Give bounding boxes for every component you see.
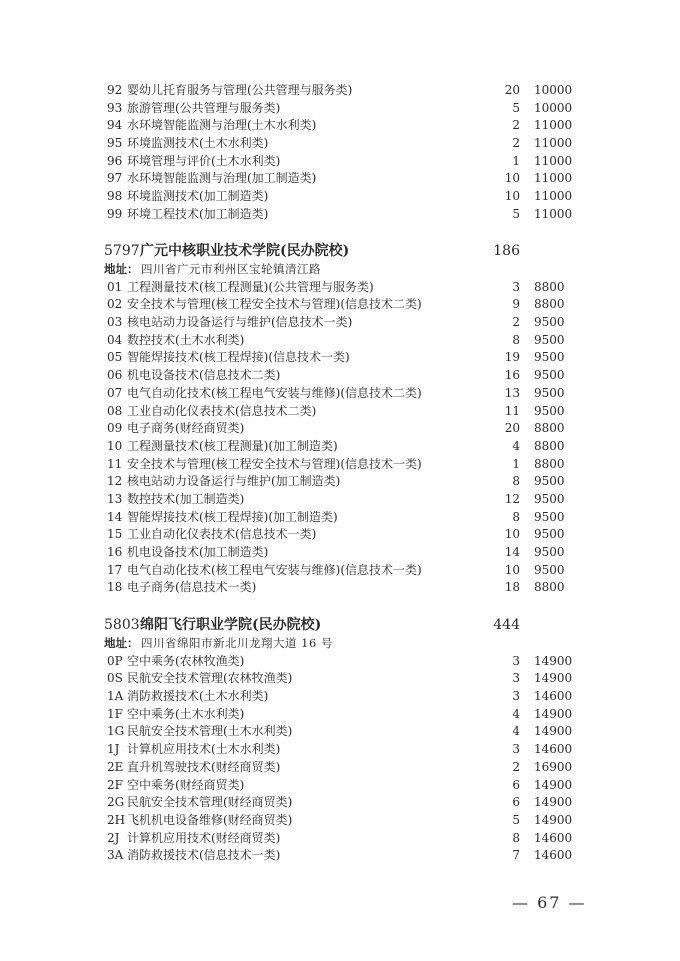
enrollment-count: 3: [512, 653, 520, 668]
enrollment-count: 4: [512, 706, 520, 721]
enrollment-count: 4: [512, 438, 520, 453]
major-code: 0P: [107, 653, 123, 668]
table-row: [0, 473, 680, 491]
table-row: [0, 509, 680, 527]
table-row: [0, 332, 680, 350]
tuition-fee: 9500: [534, 474, 565, 489]
table-row: [0, 741, 680, 759]
enrollment-count: 10: [504, 527, 520, 542]
tuition-fee: 14900: [534, 671, 573, 686]
major-code: 13: [107, 491, 123, 506]
enrollment-count: 5: [512, 206, 520, 221]
enrollment-count: 10: [504, 171, 520, 186]
tuition-fee: 14600: [534, 830, 573, 845]
table-row: [0, 279, 680, 297]
tuition-fee: 11000: [534, 189, 573, 204]
tuition-fee: 14900: [534, 795, 573, 810]
tuition-fee: 14900: [534, 706, 573, 721]
table-row: [0, 367, 680, 385]
table-row: [0, 812, 680, 830]
table-row: [0, 403, 680, 421]
tuition-fee: 9500: [534, 562, 565, 577]
major-name: 环境管理与评价(土木水利类): [127, 153, 281, 168]
school-total: 444: [493, 617, 520, 633]
address-value: 四川省绵阳市新北川龙翔大道 16 号: [141, 636, 333, 650]
major-name: 婴幼儿托育服务与管理(公共管理与服务类): [127, 83, 353, 97]
table-row: [0, 206, 680, 224]
major-code: 04: [107, 332, 123, 347]
major-code: 94: [107, 118, 123, 133]
major-code: 99: [107, 206, 123, 221]
table-row: [0, 830, 680, 848]
school-name: 绵阳飞行职业学院(民办院校): [140, 617, 322, 633]
major-code: 03: [107, 315, 123, 330]
table-row: [0, 117, 680, 135]
section-school-5803: [0, 616, 680, 865]
tuition-fee: 9500: [534, 491, 565, 506]
major-name: 工业自动化仪表技术(信息技术一类): [127, 527, 317, 542]
school-code: 5803: [104, 617, 140, 633]
major-code: 1F: [107, 706, 123, 721]
major-code: 2F: [107, 777, 123, 792]
school-total: 186: [493, 243, 520, 259]
major-code: 14: [107, 509, 123, 524]
school-code: 5797: [104, 243, 140, 259]
major-code: 1A: [107, 689, 124, 704]
major-name: 核电站动力设备运行与维护(加工制造类): [127, 474, 341, 489]
major-code: 17: [107, 562, 123, 577]
major-name: 安全技术与管理(核工程安全技术与管理)(信息技术二类): [127, 297, 422, 312]
major-code: 16: [107, 545, 123, 559]
major-code: 18: [107, 580, 123, 595]
table-row: [0, 759, 680, 777]
enrollment-count: 3: [512, 279, 520, 294]
table-row: [0, 526, 680, 544]
table-row: [0, 296, 680, 314]
major-name: 民航安全技术管理(财经商贸类): [127, 795, 293, 810]
major-name: 机电设备技术(信息技术二类): [127, 368, 281, 383]
tuition-fee: 8800: [534, 456, 565, 471]
enrollment-count: 4: [512, 724, 520, 739]
table-row: [0, 688, 680, 706]
enrollment-count: 3: [512, 742, 520, 757]
section-school-5797: [0, 242, 680, 597]
major-code: 92: [107, 83, 123, 97]
enrollment-count: 2: [512, 136, 520, 151]
major-name: 旅游管理(公共管理与服务类): [127, 100, 281, 115]
table-row: [0, 777, 680, 795]
table-row: [0, 723, 680, 741]
tuition-fee: 11000: [534, 206, 573, 221]
tuition-fee: 9500: [534, 315, 565, 330]
tuition-fee: 9500: [534, 350, 565, 365]
tuition-fee: 9500: [534, 403, 565, 418]
major-code: 93: [107, 100, 123, 115]
major-name: 智能焊接技术(核工程焊接)(加工制造类): [127, 509, 338, 524]
enrollment-count: 2: [512, 315, 520, 330]
major-name: 电气自动化技术(核工程电气安装与维修)(信息技术一类): [127, 562, 422, 577]
major-name: 水环境智能监测与治理(加工制造类): [127, 171, 317, 186]
major-code: 02: [107, 297, 123, 312]
major-code: 95: [107, 136, 123, 151]
major-code: 08: [107, 403, 123, 418]
enrollment-count: 3: [512, 671, 520, 686]
tuition-fee: 10000: [534, 100, 573, 115]
table-row: [0, 438, 680, 456]
enrollment-count: 10: [504, 562, 520, 577]
major-name: 飞机机电设备维修(财经商贸类): [127, 812, 293, 827]
table-row: [0, 420, 680, 438]
major-code: 06: [107, 368, 123, 383]
enrollment-count: 1: [512, 153, 520, 168]
major-name: 环境监测技术(土木水利类): [127, 136, 269, 151]
tuition-fee: 9500: [534, 527, 565, 542]
enrollment-count: 6: [512, 795, 520, 810]
major-name: 直升机驾驶技术(财经商贸类): [127, 759, 281, 774]
major-code: 2G: [107, 795, 125, 810]
section-continued: [0, 82, 680, 224]
major-name: 环境监测技术(加工制造类): [127, 189, 269, 204]
enrollment-count: 3: [512, 689, 520, 704]
major-name: 消防救援技术(信息技术一类): [127, 848, 281, 863]
tuition-fee: 11000: [534, 118, 573, 133]
table-row: [0, 706, 680, 724]
table-row: [0, 135, 680, 153]
major-code: 98: [107, 189, 123, 204]
school-address: [0, 261, 680, 279]
major-code: 97: [107, 171, 123, 186]
table-row: [0, 491, 680, 509]
enrollment-count: 6: [512, 777, 520, 792]
table-row: [0, 349, 680, 367]
major-name: 计算机应用技术(财经商贸类): [127, 830, 281, 845]
table-row: [0, 82, 680, 100]
enrollment-count: 5: [512, 100, 520, 115]
table-row: [0, 170, 680, 188]
major-code: 05: [107, 350, 123, 365]
major-name: 电子商务(信息技术一类): [127, 580, 257, 595]
enrollment-count: 2: [512, 759, 520, 774]
table-row: [0, 579, 680, 597]
table-row: [0, 670, 680, 688]
table-row: [0, 562, 680, 580]
major-code: 09: [107, 421, 123, 436]
tuition-fee: 14900: [534, 653, 573, 668]
major-name: 空中乘务(土木水利类): [127, 706, 245, 721]
tuition-fee: 9500: [534, 368, 565, 383]
enrollment-count: 10: [504, 189, 520, 204]
major-name: 智能焊接技术(核工程焊接)(信息技术一类): [127, 350, 350, 365]
major-name: 核电站动力设备运行与维护(信息技术一类): [127, 315, 353, 330]
table-row: [0, 544, 680, 562]
tuition-fee: 9500: [534, 332, 565, 347]
major-name: 民航安全技术管理(农林牧渔类): [127, 671, 293, 686]
enrollment-count: 5: [512, 812, 520, 827]
major-name: 计算机应用技术(土木水利类): [127, 742, 281, 757]
enrollment-count: 8: [512, 332, 520, 347]
tuition-fee: 14600: [534, 742, 573, 757]
enrollment-count: 11: [504, 403, 520, 418]
enrollment-count: 20: [504, 83, 520, 97]
major-name: 安全技术与管理(核工程安全技术与管理)(信息技术一类): [127, 456, 422, 471]
tuition-fee: 8800: [534, 580, 565, 595]
tuition-fee: 9500: [534, 385, 565, 400]
tuition-fee: 14900: [534, 724, 573, 739]
major-name: 空中乘务(农林牧渔类): [127, 653, 245, 668]
school-header: [0, 616, 680, 635]
school-address: [0, 635, 680, 653]
enrollment-count: 14: [504, 545, 520, 559]
major-code: 12: [107, 474, 123, 489]
tuition-fee: 14600: [534, 848, 573, 863]
table-row: [0, 794, 680, 812]
major-name: 电气自动化技术(核工程电气安装与维修)(信息技术二类): [127, 385, 422, 400]
tuition-fee: 8800: [534, 438, 565, 453]
tuition-fee: 16900: [534, 759, 573, 774]
tuition-fee: 8800: [534, 279, 565, 294]
table-row: [0, 456, 680, 474]
major-name: 空中乘务(财经商贸类): [127, 777, 245, 792]
tuition-fee: 8800: [534, 297, 565, 312]
major-code: 11: [107, 456, 123, 471]
major-name: 机电设备技术(加工制造类): [127, 545, 269, 559]
major-code: 3A: [107, 848, 124, 863]
major-code: 0S: [107, 671, 123, 686]
table-row: [0, 314, 680, 332]
table-row: [0, 847, 680, 865]
enrollment-count: 16: [504, 368, 520, 383]
address-label: 地址：: [104, 262, 139, 276]
table-row: [0, 100, 680, 118]
address-value: 四川省广元市利州区宝轮镇清江路: [141, 262, 321, 276]
major-code: 01: [107, 279, 123, 294]
major-code: 2J: [107, 830, 120, 845]
enrollment-count: 2: [512, 118, 520, 133]
major-name: 水环境智能监测与治理(土木水利类): [127, 118, 317, 133]
enrollment-count: 13: [504, 385, 520, 400]
major-code: 15: [107, 527, 123, 542]
major-name: 电子商务(财经商贸类): [127, 421, 245, 436]
major-code: 10: [107, 438, 123, 453]
tuition-fee: 14600: [534, 689, 573, 704]
tuition-fee: 11000: [534, 171, 573, 186]
enrollment-count: 8: [512, 830, 520, 845]
major-name: 工业自动化仪表技术(信息技术二类): [127, 403, 317, 418]
major-name: 民航安全技术管理(土木水利类): [127, 724, 293, 739]
major-name: 工程测量技术(核工程测量)(公共管理与服务类): [127, 279, 374, 294]
address-label: 地址：: [104, 636, 139, 650]
tuition-fee: 11000: [534, 153, 573, 168]
table-row: [0, 188, 680, 206]
tuition-fee: 10000: [534, 83, 573, 97]
major-code: 1G: [107, 724, 125, 739]
school-header: [0, 242, 680, 261]
tuition-fee: 14900: [534, 812, 573, 827]
table-row: [0, 153, 680, 171]
major-name: 环境工程技术(加工制造类): [127, 206, 269, 221]
school-name: 广元中核职业技术学院(民办院校): [140, 243, 350, 259]
tuition-fee: 11000: [534, 136, 573, 151]
enrollment-count: 8: [512, 474, 520, 489]
enrollment-count: 8: [512, 509, 520, 524]
major-code: 2E: [107, 759, 124, 774]
tuition-fee: 9500: [534, 545, 565, 559]
enrollment-count: 1: [512, 456, 520, 471]
enrollment-count: 9: [512, 297, 520, 312]
major-code: 96: [107, 153, 123, 168]
major-code: 2H: [107, 812, 126, 827]
major-code: 07: [107, 385, 123, 400]
enrollment-count: 19: [504, 350, 520, 365]
page-number: — 67 —: [512, 893, 587, 912]
enrollment-count: 20: [504, 421, 520, 436]
tuition-fee: 14900: [534, 777, 573, 792]
major-name: 消防救援技术(土木水利类): [127, 689, 269, 704]
tuition-fee: 8800: [534, 421, 565, 436]
enrollment-count: 12: [504, 491, 520, 506]
tuition-fee: 9500: [534, 509, 565, 524]
enrollment-count: 7: [512, 848, 520, 863]
major-code: 1J: [107, 742, 120, 757]
major-name: 数控技术(加工制造类): [127, 491, 245, 506]
major-name: 工程测量技术(核工程测量)(加工制造类): [127, 438, 338, 453]
table-row: [0, 385, 680, 403]
table-row: [0, 653, 680, 671]
enrollment-count: 18: [504, 580, 520, 595]
major-name: 数控技术(土木水利类): [127, 332, 245, 347]
